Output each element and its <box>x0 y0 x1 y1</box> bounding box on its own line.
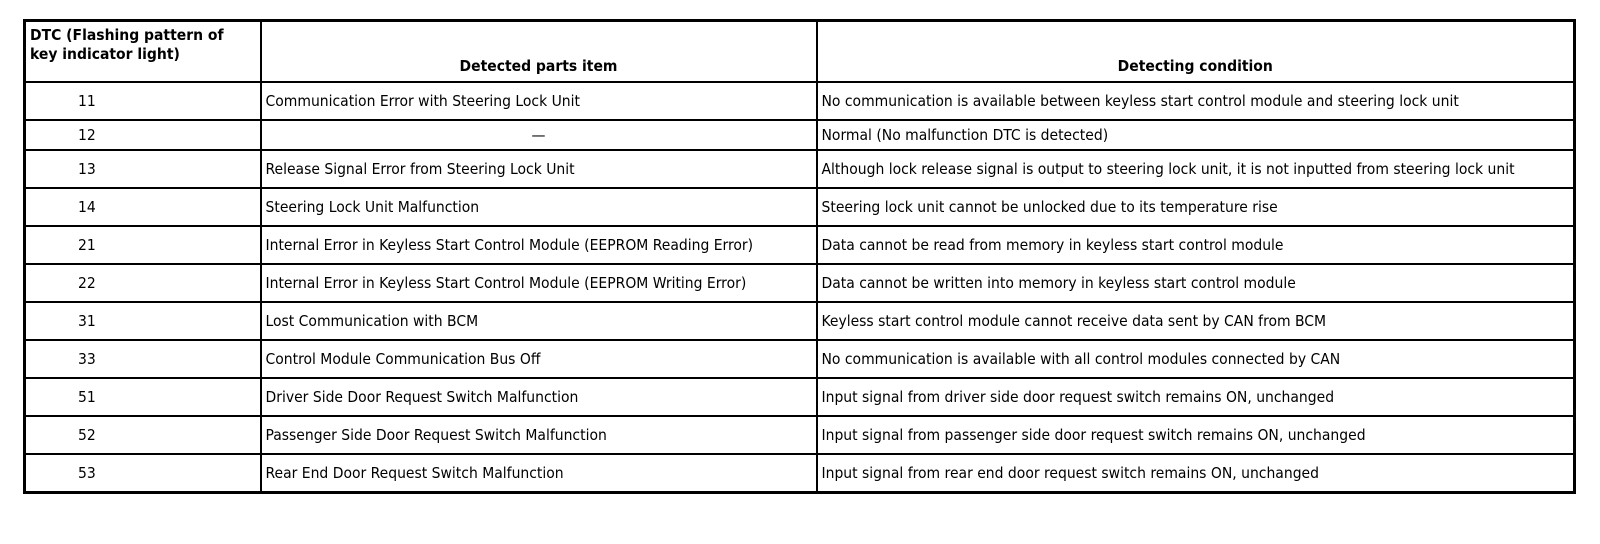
dtc-code: 53 <box>25 454 261 492</box>
detected-part: Release Signal Error from Steering Lock Unit <box>261 150 817 188</box>
dtc-code: 51 <box>25 378 261 416</box>
table-row <box>25 120 1575 150</box>
dtc-code: 52 <box>25 416 261 454</box>
table-row <box>25 340 1575 378</box>
detected-part: Steering Lock Unit Malfunction <box>261 188 817 226</box>
table-row <box>25 226 1575 264</box>
table-row <box>25 416 1575 454</box>
detected-part: — <box>261 120 817 150</box>
table-row <box>25 302 1575 340</box>
detecting-condition: Input signal from rear end door request switch remains ON, unchanged <box>817 454 1575 492</box>
dtc-code: 31 <box>25 302 261 340</box>
header-dtc: DTC (Flashing pattern of key indicator light) <box>25 21 261 83</box>
detected-part: Internal Error in Keyless Start Control Module (EEPROM Writing Error) <box>261 264 817 302</box>
detected-part: Control Module Communication Bus Off <box>261 340 817 378</box>
detected-part: Passenger Side Door Request Switch Malfunction <box>261 416 817 454</box>
detecting-condition: Data cannot be written into memory in keyless start control module <box>817 264 1575 302</box>
dtc-code: 11 <box>25 82 261 120</box>
table-row <box>25 378 1575 416</box>
detecting-condition: Input signal from passenger side door request switch remains ON, unchanged <box>817 416 1575 454</box>
detecting-condition: No communication is available with all control modules connected by CAN <box>817 340 1575 378</box>
table-row <box>25 82 1575 120</box>
dtc-code: 22 <box>25 264 261 302</box>
table-row <box>25 454 1575 492</box>
detecting-condition: No communication is available between keyless start control module and steering lock unit <box>817 82 1575 120</box>
table-row <box>25 188 1575 226</box>
header-detecting-condition: Detecting condition <box>817 21 1575 83</box>
header-detected-parts: Detected parts item <box>261 21 817 83</box>
detecting-condition: Steering lock unit cannot be unlocked due to its temperature rise <box>817 188 1575 226</box>
detecting-condition: Data cannot be read from memory in keyless start control module <box>817 226 1575 264</box>
detecting-condition: Input signal from driver side door request switch remains ON, unchanged <box>817 378 1575 416</box>
detecting-condition: Normal (No malfunction DTC is detected) <box>817 120 1575 150</box>
header-row <box>25 21 1575 83</box>
detected-part: Communication Error with Steering Lock Unit <box>261 82 817 120</box>
detected-part: Rear End Door Request Switch Malfunction <box>261 454 817 492</box>
detecting-condition: Keyless start control module cannot receive data sent by CAN from BCM <box>817 302 1575 340</box>
table-row <box>25 264 1575 302</box>
detecting-condition: Although lock release signal is output to steering lock unit, it is not inputted from steering lock unit <box>817 150 1575 188</box>
dtc-code: 13 <box>25 150 261 188</box>
dtc-table <box>23 19 1576 494</box>
dtc-code: 12 <box>25 120 261 150</box>
detected-part: Lost Communication with BCM <box>261 302 817 340</box>
detected-part: Driver Side Door Request Switch Malfunction <box>261 378 817 416</box>
dtc-code: 21 <box>25 226 261 264</box>
dtc-code: 33 <box>25 340 261 378</box>
table-row <box>25 150 1575 188</box>
detected-part: Internal Error in Keyless Start Control Module (EEPROM Reading Error) <box>261 226 817 264</box>
dtc-code: 14 <box>25 188 261 226</box>
